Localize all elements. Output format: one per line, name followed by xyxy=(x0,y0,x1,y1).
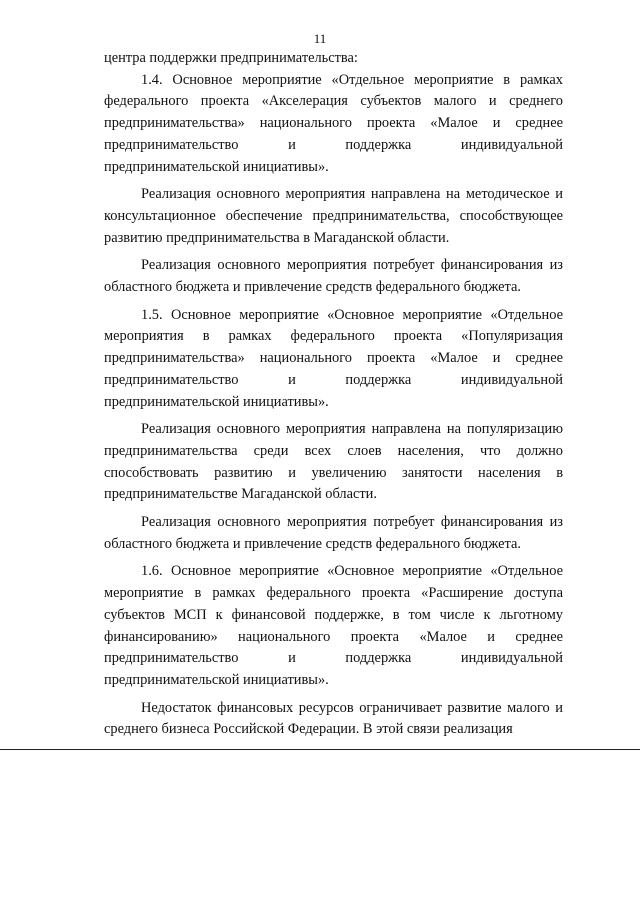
paragraph-item-1-5-funding: Реализация основного мероприятия потребует финансирования из областного бюджета и привлечение средств федерального бюджета. xyxy=(104,514,563,552)
paragraph-financing-shortage: Недостаток финансовых ресурсов ограничивает развитие малого и среднего бизнеса Российской Федерации. В этой связи реализация xyxy=(104,699,563,738)
paragraph-item-1-5: 1.5. Основное мероприятие «Основное мероприятие «Отдельное мероприятия в рамках федерального проекта «Популяризация предпринимательства» национального проекта «Малое и среднее предпринимательство и поддержка индивидуальной предпринимательской инициативы». xyxy=(104,306,563,410)
paragraph-item-1-4: 1.4. Основное мероприятие «Отдельное мероприятие в рамках федерального проекта «Акселерация субъектов малого и среднего предпринимательства» национального проекта «Малое и среднее предпринимательство и поддержка индивидуальной предпринимательской инициативы». xyxy=(104,71,563,175)
paragraph-item-1-4-funding: Реализация основного мероприятия потребует финансирования из областного бюджета и привлечение средств федерального бюджета. xyxy=(104,257,563,296)
paragraph-item-1-5-purpose: Реализация основного мероприятия направлена на популяризацию предпринимательства среди всех слоев населения, что должно способствовать развитию и увеличению занятости населения в предпринимательстве Магаданской области. xyxy=(104,421,563,503)
page-bottom-rule xyxy=(0,749,640,750)
document-body xyxy=(104,48,563,741)
paragraph-item-1-4-purpose: Реализация основного мероприятия направлена на методическое и консультационное обеспечение предпринимательства, способствующее развитию предпринимательства в Магаданской области. xyxy=(104,186,563,246)
page-number: 11 xyxy=(313,31,327,46)
paragraph-continuation: центра поддержки предпринимательства: xyxy=(104,50,358,66)
paragraph-item-1-6: 1.6. Основное мероприятие «Основное мероприятие «Отдельное мероприятие в рамках федерального проекта «Расширение доступа субъектов МСП к финансовой поддержке, в том числе к льготному финансированию» национального проекта «Малое и среднее предпринимательство и поддержка индивидуальной предпринимательской инициативы». xyxy=(104,563,563,688)
